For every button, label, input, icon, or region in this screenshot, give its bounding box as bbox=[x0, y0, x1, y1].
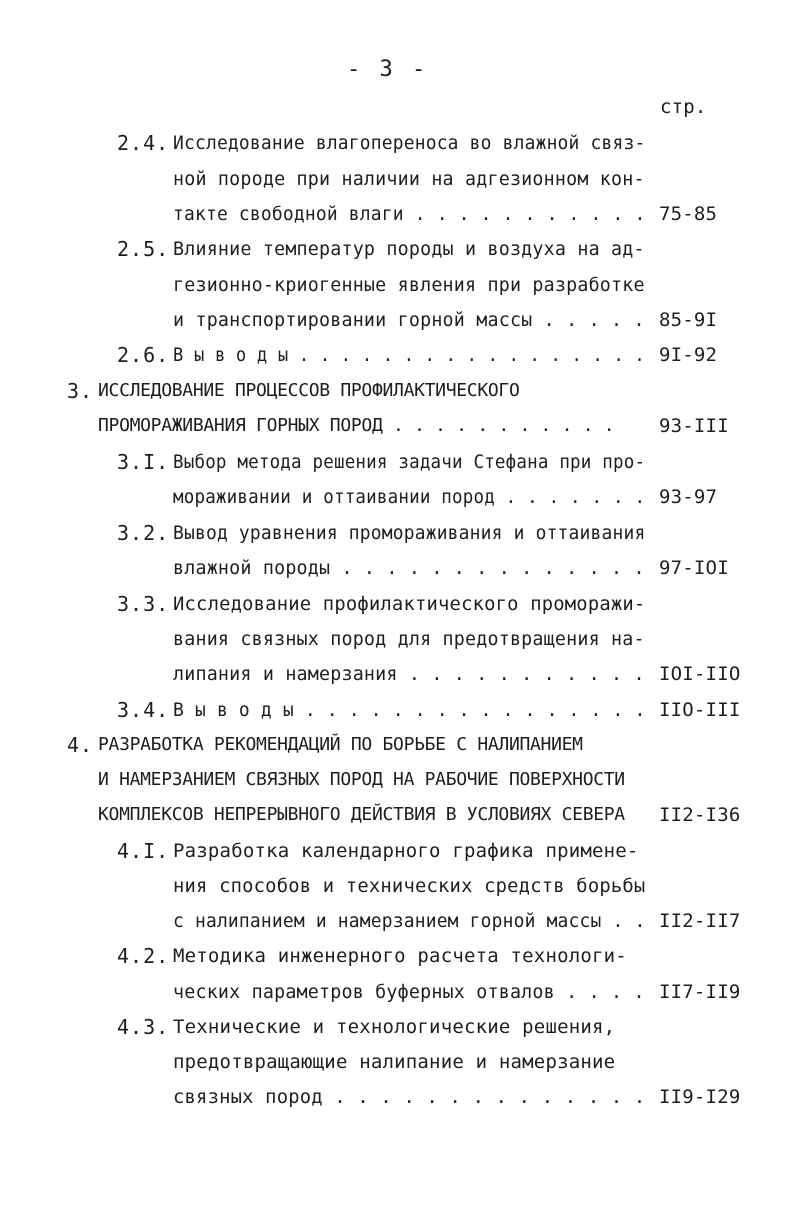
entry-title-line: с налипанием и намерзанием горной массы . . bbox=[173, 910, 646, 932]
page-column-header: стр. bbox=[660, 96, 707, 118]
entry-number: 4.3. bbox=[117, 1015, 170, 1039]
entry-pages: IOI-IIO bbox=[659, 663, 741, 685]
entry-title-line: липания и намерзания . . . . . . . . . . . bbox=[173, 663, 645, 685]
entry-title-line: Выбор метода решения задачи Стефана при про- bbox=[173, 451, 646, 473]
section-pages: II2-I36 bbox=[659, 804, 741, 826]
section-title-line: РАЗРАБОТКА РЕКОМЕНДАЦИЙ ПО БОРЬБЕ С НАЛИПАНИЕМ bbox=[98, 734, 583, 755]
entry-number: 4.I. bbox=[117, 839, 170, 863]
entry-number: 3.4. bbox=[117, 698, 170, 722]
entry-title-line: В ы в о д ы . . . . . . . . . . . . . . . . . bbox=[173, 344, 645, 366]
entry-title-line: гезионно-криогенные явления при разработке bbox=[173, 274, 645, 296]
section-pages: 93-III bbox=[659, 415, 729, 437]
entry-number: 2.6. bbox=[117, 343, 170, 367]
entry-number: 2.4. bbox=[117, 131, 170, 155]
entry-title-line: Исследование влагопереноса во влажной связ- bbox=[173, 132, 646, 154]
entry-title-line: Разработка календарного графика примене- bbox=[173, 840, 639, 862]
section-title-line: ИССЛЕДОВАНИЕ ПРОЦЕССОВ ПРОФИЛАКТИЧЕСКОГО bbox=[98, 380, 520, 401]
page-number: - 3 - bbox=[347, 57, 429, 82]
entry-title-line: связных пород . . . . . . . . . . . . . . bbox=[173, 1086, 646, 1108]
section-number: 4. bbox=[67, 733, 94, 757]
entry-number: 3.I. bbox=[117, 450, 170, 474]
entry-title-line: мораживании и оттаивании пород . . . . . . . bbox=[173, 486, 646, 508]
section-number: 3. bbox=[67, 379, 94, 403]
entry-pages: IIO-III bbox=[659, 699, 741, 721]
entry-pages: 9I-92 bbox=[659, 344, 718, 366]
entry-number: 3.2. bbox=[117, 521, 170, 545]
section-title-line: И НАМЕРЗАНИЕМ СВЯЗНЫХ ПОРОД НА РАБОЧИЕ ПОВЕРХНОСТИ bbox=[98, 769, 625, 790]
entry-title-line: ния способов и технических средств борьбы bbox=[173, 875, 646, 897]
entry-title-line: и транспортировании горной массы . . . . . bbox=[173, 309, 645, 331]
entry-title-line: такте свободной влаги . . . . . . . . . . . bbox=[173, 203, 646, 225]
entry-pages: II2-II7 bbox=[659, 910, 741, 932]
entry-pages: 97-IOI bbox=[659, 557, 729, 579]
entry-title-line: влажной породы . . . . . . . . . . . . . . bbox=[173, 557, 645, 579]
entry-title-line: предотвращающие налипание и намерзание bbox=[173, 1051, 616, 1073]
entry-title-line: Влияние температур породы и воздуха на ад- bbox=[173, 238, 645, 260]
entry-title-line: В ы в о д ы . . . . . . . . . . . . . . . . bbox=[173, 699, 646, 721]
entry-number: 2.5. bbox=[117, 237, 170, 261]
entry-pages: II7-II9 bbox=[659, 981, 741, 1003]
entry-number: 3.3. bbox=[117, 592, 170, 616]
entry-title-line: вания связных пород для предотвращения на- bbox=[173, 628, 645, 650]
entry-title-line: Технические и технологические решения, bbox=[173, 1016, 616, 1038]
entry-title-line: Вывод уравнения промораживания и оттаивания bbox=[173, 522, 646, 544]
entry-pages: 93-97 bbox=[659, 486, 718, 508]
entry-number: 4.2. bbox=[117, 944, 170, 968]
entry-pages: 85-9I bbox=[659, 309, 718, 331]
section-title-line: КОМПЛЕКСОВ НЕПРЕРЫВНОГО ДЕЙСТВИЯ В УСЛОВИЯХ СЕВЕРА bbox=[98, 804, 625, 825]
section-title-line: ПРОМОРАЖИВАНИЯ ГОРНЫХ ПОРОД . . . . . . . . . . . bbox=[98, 415, 615, 436]
entry-title-line: ческих параметров буферных отвалов . . . . bbox=[173, 981, 645, 1003]
entry-title-line: Методика инженерного расчета технологи- bbox=[173, 945, 627, 967]
entry-pages: II9-I29 bbox=[659, 1086, 741, 1108]
entry-title-line: ной породе при наличии на адгезионном кон- bbox=[173, 168, 645, 190]
entry-title-line: Исследование профилактического проморажи- bbox=[173, 593, 646, 615]
entry-pages: 75-85 bbox=[659, 203, 718, 225]
